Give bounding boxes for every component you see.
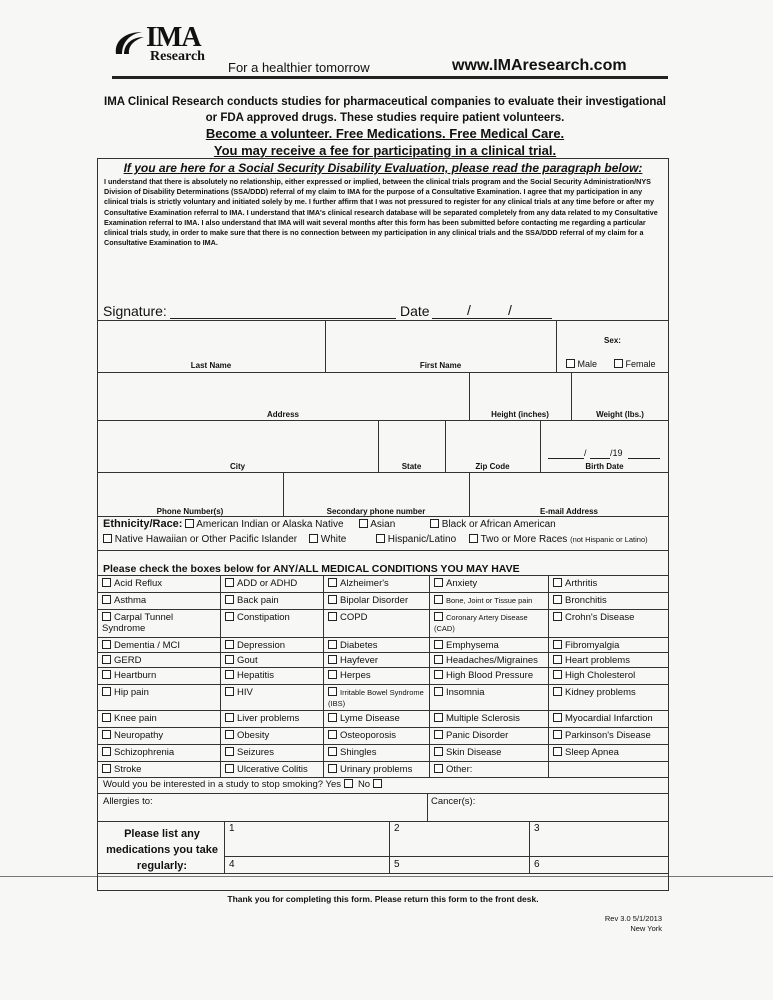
city-label: City: [229, 462, 246, 471]
allergies-field[interactable]: [160, 795, 425, 819]
condition-label: ADD or ADHD: [237, 578, 298, 589]
logo-subtitle: Research: [150, 49, 205, 64]
condition-label: Bipolar Disorder: [340, 595, 409, 606]
medication-number: 3: [534, 823, 540, 834]
grid-line: [389, 821, 390, 873]
condition-checkbox[interactable]: [225, 640, 234, 649]
ethnicity-note: (not Hispanic or Latino): [570, 535, 648, 544]
medication-number: 1: [229, 823, 235, 834]
location-text: New York: [630, 924, 662, 933]
grid-line: [556, 320, 557, 372]
disability-paragraph: I understand that there is absolutely no relationship, either expressed or implied, between the clinical trials program and the Social Security Administration/NYS Division of Disability Determinations (SSA/DDD) referral of my claim to IMA for the purpose of a Consultative Examination. I agree that my participation in any clinical trials is strictly voluntary and initiated solely by me. I further affirm that I was not pressured to register for any clinical trials at any time before or after my Consultative Examination referral to IMA. I understand that IMA's clinical research database will be separated completely from any data related to my Consultative Examination referral to IMA. I also understand that IMA will wait several months after this form has been submitted before contacting me regarding a particular clinical trials study, in order to make sure that there is no connection between my participation in any clinical trials and the SSA/DDD referral of my claim for a Consultative Examination to IMA.: [104, 177, 658, 248]
condition-label: Bone, Joint or Tissue pain: [446, 596, 533, 605]
condition-option[interactable]: [328, 655, 426, 666]
grid-line: [97, 472, 669, 473]
condition-checkbox[interactable]: [553, 612, 562, 621]
condition-label: Liver problems: [237, 713, 300, 724]
condition-option[interactable]: [225, 687, 320, 698]
condition-option[interactable]: [553, 670, 666, 681]
medication-number: 6: [534, 859, 540, 870]
ethnicity-checkbox[interactable]: [469, 534, 478, 543]
condition-checkbox[interactable]: [225, 612, 234, 621]
condition-checkbox[interactable]: [434, 687, 443, 696]
grid-line: [97, 320, 669, 321]
address-label: Address: [266, 410, 299, 419]
condition-checkbox[interactable]: [553, 578, 562, 587]
ethnicity-option-label: Native Hawaiian or Other Pacific Islander: [114, 534, 298, 545]
ethnicity-option-label: Black or African American: [441, 519, 556, 530]
female-checkbox[interactable]: [614, 359, 623, 368]
condition-option[interactable]: [434, 578, 545, 589]
male-label: Male: [577, 359, 598, 369]
condition-label: Irritable Bowel Syndrome (IBS): [328, 688, 424, 708]
condition-checkbox[interactable]: [225, 687, 234, 696]
ethnicity-checkbox[interactable]: [185, 519, 194, 528]
email-label: E-mail Address: [540, 507, 598, 516]
condition-label: Diabetes: [340, 640, 378, 651]
height-field[interactable]: [470, 374, 570, 406]
condition-option[interactable]: [102, 747, 217, 758]
condition-option[interactable]: [553, 713, 666, 724]
grid-line: [548, 575, 549, 777]
condition-checkbox[interactable]: [553, 687, 562, 696]
intro-line-4: You may receive a fee for participating in a clinical trial.: [213, 143, 557, 158]
condition-option[interactable]: [553, 687, 666, 698]
condition-label: Asthma: [114, 595, 147, 606]
birth-year-field[interactable]: [628, 450, 660, 459]
header-rule: [112, 76, 668, 79]
website-link[interactable]: www.IMAresearch.com: [452, 57, 627, 74]
ethnicity-checkbox[interactable]: [430, 519, 439, 528]
condition-checkbox[interactable]: [328, 612, 337, 621]
condition-label: Fibromyalgia: [565, 640, 620, 651]
phone-label: Phone Number(s): [156, 507, 224, 516]
grid-line: [97, 609, 669, 610]
condition-label: Hip pain: [114, 687, 149, 698]
cancer-field[interactable]: [480, 795, 666, 819]
condition-checkbox[interactable]: [553, 730, 562, 739]
condition-label: Gout: [237, 655, 258, 666]
condition-option[interactable]: [225, 764, 320, 775]
condition-checkbox[interactable]: [328, 640, 337, 649]
condition-option[interactable]: [328, 578, 426, 589]
condition-checkbox[interactable]: [434, 655, 443, 664]
condition-label: Panic Disorder: [446, 730, 509, 741]
medication-5-field[interactable]: [405, 858, 527, 872]
condition-option[interactable]: [553, 655, 666, 666]
birth-day-field[interactable]: [590, 450, 610, 459]
condition-option[interactable]: [102, 713, 217, 724]
ethnicity-checkbox[interactable]: [359, 519, 368, 528]
intro-line-3: Become a volunteer. Free Medications. Free Medical Care.: [205, 126, 565, 141]
condition-checkbox[interactable]: [328, 670, 337, 679]
grid-line: [97, 684, 669, 685]
last-name-field[interactable]: [97, 322, 325, 360]
grid-line: [224, 856, 669, 857]
smoking-question-text: Would you be interested in a study to stop smoking? Yes: [103, 779, 342, 790]
condition-option[interactable]: [225, 578, 320, 589]
condition-option[interactable]: [225, 670, 320, 681]
condition-checkbox[interactable]: [434, 764, 443, 773]
date-label: Date: [400, 303, 430, 319]
condition-option[interactable]: [102, 595, 217, 606]
condition-checkbox[interactable]: [553, 670, 562, 679]
condition-option[interactable]: [102, 670, 217, 681]
secondary-phone-label: Secondary phone number: [326, 507, 426, 516]
grid-line: [97, 550, 669, 551]
condition-option[interactable]: [328, 713, 426, 724]
grid-line: [97, 793, 669, 794]
condition-option[interactable]: [102, 764, 217, 775]
condition-label: Dementia / MCI: [114, 640, 180, 651]
condition-checkbox[interactable]: [225, 655, 234, 664]
secondary-phone-field[interactable]: [284, 474, 468, 504]
condition-checkbox[interactable]: [102, 578, 111, 587]
condition-option[interactable]: [225, 640, 320, 651]
condition-checkbox[interactable]: [102, 640, 111, 649]
condition-checkbox[interactable]: [434, 595, 443, 604]
condition-checkbox[interactable]: [102, 730, 111, 739]
condition-checkbox[interactable]: [553, 713, 562, 722]
condition-checkbox[interactable]: [225, 730, 234, 739]
condition-checkbox[interactable]: [102, 764, 111, 773]
grid-line: [97, 637, 669, 638]
condition-checkbox[interactable]: [553, 640, 562, 649]
condition-option[interactable]: [328, 595, 426, 606]
condition-checkbox[interactable]: [328, 730, 337, 739]
condition-label: Anxiety: [446, 578, 478, 589]
ethnicity-option-label: Two or More Races: [480, 534, 568, 545]
condition-option[interactable]: [553, 747, 666, 758]
condition-label: High Cholesterol: [565, 670, 636, 681]
grid-line: [97, 710, 669, 711]
last-name-label: Last Name: [190, 361, 232, 370]
condition-option[interactable]: [328, 730, 426, 741]
medication-3-field[interactable]: [545, 823, 667, 854]
condition-label: Headaches/Migraines: [446, 655, 538, 666]
city-field[interactable]: [98, 422, 377, 458]
ethnicity-option[interactable]: [430, 519, 556, 530]
condition-checkbox[interactable]: [328, 747, 337, 756]
ethnicity-option-label: White: [320, 534, 347, 545]
condition-checkbox[interactable]: [225, 670, 234, 679]
medication-number: 2: [394, 823, 400, 834]
sex-label: Sex:: [604, 336, 621, 345]
condition-checkbox[interactable]: [225, 764, 234, 773]
logo-name: IMA: [146, 22, 201, 53]
condition-checkbox[interactable]: [328, 655, 337, 664]
condition-checkbox[interactable]: [434, 640, 443, 649]
condition-checkbox[interactable]: [553, 595, 562, 604]
condition-checkbox[interactable]: [102, 747, 111, 756]
condition-label: COPD: [340, 612, 368, 623]
condition-checkbox[interactable]: [102, 713, 111, 722]
condition-option[interactable]: [434, 730, 545, 741]
ethnicity-checkbox[interactable]: [103, 534, 112, 543]
intro-line-1: IMA Clinical Research conducts studies for pharmaceutical companies to evaluate their investigational: [104, 96, 666, 108]
condition-label: Seizures: [237, 747, 274, 758]
cancer-label: Cancer(s):: [431, 796, 476, 807]
condition-checkbox[interactable]: [102, 655, 111, 664]
condition-label: Insomnia: [446, 687, 485, 698]
condition-label: Myocardial Infarction: [565, 713, 653, 724]
condition-option[interactable]: [102, 640, 217, 651]
condition-option[interactable]: [328, 670, 426, 681]
grid-line: [220, 575, 221, 777]
condition-option[interactable]: [102, 578, 217, 589]
condition-checkbox[interactable]: [328, 595, 337, 604]
condition-checkbox[interactable]: [328, 687, 337, 696]
condition-option[interactable]: [553, 640, 666, 651]
grid-line: [97, 575, 669, 576]
condition-label: Obesity: [237, 730, 270, 741]
condition-option[interactable]: [225, 612, 320, 623]
condition-option[interactable]: [225, 713, 320, 724]
condition-option[interactable]: [434, 655, 545, 666]
allergies-label: Allergies to:: [103, 796, 153, 807]
height-label: Height (inches): [491, 410, 549, 419]
condition-option[interactable]: [225, 730, 320, 741]
ethnicity-checkbox[interactable]: [309, 534, 318, 543]
condition-label: GERD: [114, 655, 142, 666]
condition-label: Sleep Apnea: [565, 747, 619, 758]
condition-label: Bronchitis: [565, 595, 607, 606]
condition-checkbox[interactable]: [102, 595, 111, 604]
condition-checkbox[interactable]: [328, 578, 337, 587]
condition-checkbox[interactable]: [102, 670, 111, 679]
grid-line: [429, 575, 430, 777]
condition-option[interactable]: [102, 687, 217, 698]
grid-line: [529, 821, 530, 873]
condition-label: High Blood Pressure: [446, 670, 534, 681]
date-field[interactable]: [432, 304, 552, 319]
medication-6-field[interactable]: [545, 858, 667, 872]
ethnicity-option-label: Asian: [370, 519, 396, 530]
condition-label: Other:: [446, 764, 473, 775]
first-name-field[interactable]: [326, 322, 556, 360]
grid-line: [427, 793, 428, 821]
condition-label: Carpal Tunnel Syndrome: [102, 612, 174, 634]
condition-label: Kidney problems: [565, 687, 636, 698]
condition-label: Coronary Artery Disease (CAD): [434, 613, 528, 633]
ethnicity-option-label: American Indian or Alaska Native: [196, 519, 344, 530]
smoking-no-checkbox[interactable]: [373, 779, 382, 788]
condition-checkbox[interactable]: [328, 713, 337, 722]
condition-label: Alzheimer's: [340, 578, 389, 589]
male-checkbox[interactable]: [566, 359, 575, 368]
condition-option[interactable]: [434, 764, 545, 775]
condition-label: Schizophrenia: [114, 747, 175, 758]
zip-label: Zip Code: [475, 462, 510, 471]
condition-label: HIV: [237, 687, 253, 698]
condition-label: Acid Reflux: [114, 578, 163, 589]
condition-option[interactable]: [553, 578, 666, 589]
condition-option[interactable]: [434, 670, 545, 681]
smoking-question: [103, 779, 382, 790]
sex-male-option[interactable]: [566, 359, 597, 369]
condition-checkbox[interactable]: [225, 747, 234, 756]
intro-line-2: or FDA approved drugs. These studies require patient volunteers.: [205, 112, 565, 124]
grid-line: [97, 777, 669, 778]
sex-female-option[interactable]: [614, 359, 656, 369]
conditions-heading: Please check the boxes below for ANY/ALL MEDICAL CONDITIONS YOU MAY HAVE: [103, 563, 520, 575]
female-label: Female: [625, 359, 656, 369]
state-label: State: [401, 462, 422, 471]
condition-label: Stroke: [114, 764, 142, 775]
condition-label: Arthritis: [565, 578, 598, 589]
grid-line: [97, 592, 669, 593]
condition-option[interactable]: [434, 713, 545, 724]
condition-label: Heartburn: [114, 670, 157, 681]
signature-label: Signature:: [103, 303, 167, 319]
medication-number: 5: [394, 859, 400, 870]
grid-line: [97, 667, 669, 668]
condition-option[interactable]: [328, 764, 426, 775]
ethnicity-checkbox[interactable]: [376, 534, 385, 543]
revision-info: [560, 914, 662, 934]
grid-line: [224, 821, 225, 873]
condition-label: Multiple Sclerosis: [446, 713, 520, 724]
condition-label: Shingles: [340, 747, 377, 758]
condition-label: Crohn's Disease: [565, 612, 635, 623]
condition-label: Osteoporosis: [340, 730, 396, 741]
birth-year-prefix: /19: [610, 448, 623, 458]
condition-option[interactable]: [328, 687, 426, 709]
condition-label: Parkinson's Disease: [565, 730, 651, 741]
ethnicity-option[interactable]: [359, 519, 395, 530]
state-field[interactable]: [379, 422, 444, 458]
grid-line: [97, 372, 669, 373]
date-slash-1: /: [467, 302, 471, 318]
condition-option[interactable]: [553, 612, 666, 623]
condition-checkbox[interactable]: [102, 687, 111, 696]
condition-option[interactable]: [553, 730, 666, 741]
ethnicity-option[interactable]: [103, 534, 297, 545]
condition-label: Depression: [237, 640, 286, 651]
grid-line: [97, 652, 669, 653]
condition-option[interactable]: [102, 730, 217, 741]
zip-field[interactable]: [446, 422, 539, 458]
grid-line: [97, 873, 669, 874]
condition-option[interactable]: [102, 655, 217, 666]
condition-option[interactable]: [553, 595, 666, 606]
footer-thanks: Thank you for completing this form. Please return this form to the front desk.: [227, 894, 539, 904]
ethnicity-option[interactable]: [469, 534, 648, 545]
medication-number: 4: [229, 859, 235, 870]
condition-checkbox[interactable]: [102, 612, 111, 621]
condition-label: Hayfever: [340, 655, 379, 666]
condition-checkbox[interactable]: [553, 655, 562, 664]
smoking-no-label: No: [357, 779, 371, 790]
condition-checkbox[interactable]: [434, 747, 443, 756]
ethnicity-option[interactable]: [376, 534, 456, 545]
condition-option[interactable]: [225, 655, 320, 666]
date-slash-2: /: [508, 302, 512, 318]
weight-label: Weight (lbs.): [596, 410, 644, 419]
condition-label: Heart problems: [565, 655, 630, 666]
condition-label: Urinary problems: [340, 764, 413, 775]
condition-checkbox[interactable]: [225, 595, 234, 604]
phone-field[interactable]: [98, 474, 282, 504]
condition-label: Emphysema: [446, 640, 499, 651]
ethnicity-option-label: Hispanic/Latino: [387, 534, 457, 545]
grid-line: [97, 420, 669, 421]
grid-line: [97, 761, 669, 762]
medication-2-field[interactable]: [405, 823, 527, 854]
grid-line: [97, 516, 669, 517]
disability-heading: If you are here for a Social Security Disability Evaluation, please read the paragraph below:: [123, 161, 643, 175]
tagline: For a healthier tomorrow: [228, 60, 370, 75]
condition-checkbox[interactable]: [434, 730, 443, 739]
condition-label: Neuropathy: [114, 730, 164, 741]
ethnicity-option[interactable]: [309, 534, 346, 545]
condition-checkbox[interactable]: [434, 670, 443, 679]
birth-month-field[interactable]: [548, 450, 584, 459]
condition-label: Ulcerative Colitis: [237, 764, 308, 775]
revision-text: Rev 3.0 5/1/2013: [604, 914, 662, 923]
grid-line: [323, 575, 324, 777]
grid-line: [97, 744, 669, 745]
condition-checkbox[interactable]: [434, 578, 443, 587]
ethnicity-label: Ethnicity/Race:: [103, 518, 183, 530]
signature-field[interactable]: [170, 304, 396, 319]
smoking-yes-checkbox[interactable]: [344, 779, 353, 788]
email-field[interactable]: [470, 474, 668, 504]
condition-label: Lyme Disease: [340, 713, 400, 724]
condition-option[interactable]: [328, 640, 426, 651]
condition-label: Skin Disease: [446, 747, 502, 758]
birth-date-label: Birth Date: [585, 462, 624, 471]
condition-checkbox[interactable]: [434, 612, 443, 621]
medication-1-field[interactable]: [240, 823, 386, 854]
condition-option[interactable]: [434, 640, 545, 651]
condition-label: Constipation: [237, 612, 290, 623]
condition-option[interactable]: [434, 612, 545, 634]
condition-checkbox[interactable]: [434, 713, 443, 722]
medication-4-field[interactable]: [240, 858, 386, 872]
condition-label: Knee pain: [114, 713, 157, 724]
condition-option[interactable]: [434, 595, 545, 606]
ima-logo-swirl-icon: [112, 28, 146, 56]
condition-label: Herpes: [340, 670, 371, 681]
grid-line: [97, 821, 669, 822]
condition-option[interactable]: [102, 612, 217, 634]
address-field[interactable]: [98, 374, 468, 406]
condition-option[interactable]: [328, 612, 426, 623]
condition-checkbox[interactable]: [328, 764, 337, 773]
ethnicity-option[interactable]: [185, 519, 344, 530]
condition-checkbox[interactable]: [553, 747, 562, 756]
condition-option[interactable]: [434, 687, 545, 698]
medications-heading: Please list any medications you take regularly:: [106, 828, 218, 872]
condition-checkbox[interactable]: [225, 578, 234, 587]
condition-option[interactable]: [328, 747, 426, 758]
condition-label: Back pain: [237, 595, 279, 606]
grid-line: [97, 727, 669, 728]
weight-field[interactable]: [572, 374, 668, 406]
condition-label: Hepatitis: [237, 670, 274, 681]
condition-option[interactable]: [225, 747, 320, 758]
first-name-label: First Name: [419, 361, 462, 370]
condition-option[interactable]: [225, 595, 320, 606]
birth-slash: /: [584, 448, 587, 458]
condition-checkbox[interactable]: [225, 713, 234, 722]
condition-option[interactable]: [434, 747, 545, 758]
